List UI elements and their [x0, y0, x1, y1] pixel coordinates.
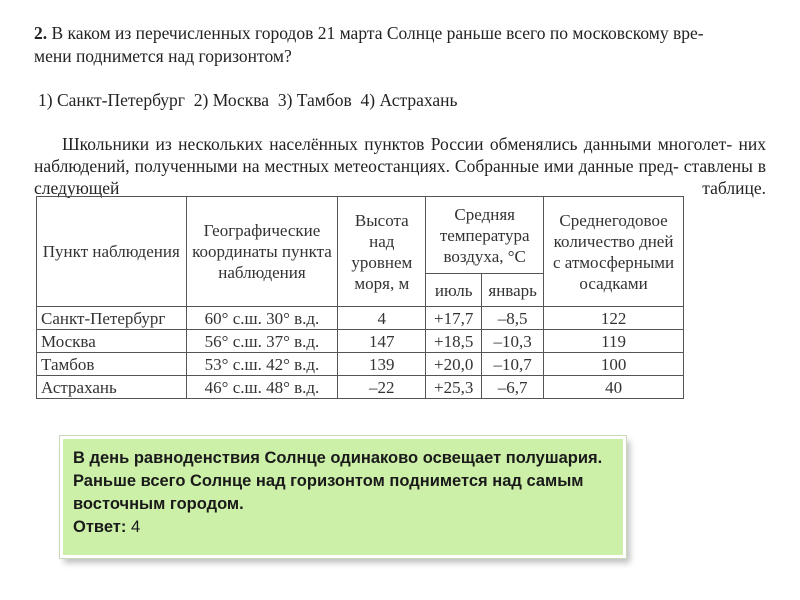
answer-value: 4 — [130, 518, 141, 536]
cell-city: Санкт-Петербург — [37, 307, 187, 330]
cell-jan: –10,7 — [482, 353, 544, 376]
cell-days: 122 — [544, 307, 684, 330]
cell-july: +18,5 — [426, 330, 482, 353]
cell-july: +20,0 — [426, 353, 482, 376]
answer-options: 1) Санкт-Петербург 2) Москва 3) Тамбов 4) Астрахань — [38, 90, 458, 110]
intro-line1: Школьники из нескольких населённых пунктов России обменялись данными многолет- — [62, 134, 733, 154]
table-row — [37, 376, 684, 399]
table-header-row — [37, 197, 684, 274]
answer-line1: В день равноденствия Солнце одинаково освещает полушария. — [73, 449, 603, 467]
cell-city: Тамбов — [37, 353, 187, 376]
cell-days: 40 — [544, 376, 684, 399]
cell-altitude: 139 — [338, 353, 426, 376]
header-temp-jan: январь — [482, 274, 544, 307]
cell-jan: –10,3 — [482, 330, 544, 353]
cell-july: +17,7 — [426, 307, 482, 330]
question-number: 2. — [34, 23, 48, 43]
cell-jan: –8,5 — [482, 307, 544, 330]
answer-label: Ответ: — [73, 518, 127, 536]
intro-line2: них наблюдений, полученными на местных метеостанциях. Собранные ими данные пред- — [34, 134, 766, 176]
intro-paragraph — [34, 133, 766, 199]
cell-coords: 60° с.ш. 30° в.д. — [186, 307, 338, 330]
header-precip: Среднегодовое количество дней с атмосферными осадками — [544, 197, 684, 307]
question-line2: мени поднимется над горизонтом? — [34, 46, 292, 66]
question-text — [34, 22, 770, 68]
cell-days: 119 — [544, 330, 684, 353]
table-row — [37, 353, 684, 376]
cell-city: Астрахань — [37, 376, 187, 399]
cell-jan: –6,7 — [482, 376, 544, 399]
observation-table — [36, 196, 684, 399]
header-altitude: Высота над уровнем моря, м — [338, 197, 426, 307]
cell-altitude: –22 — [338, 376, 426, 399]
answer-line2: Раньше всего Солнце над горизонтом поднимется над самым восточным городом. — [73, 472, 584, 513]
answer-callout — [60, 436, 626, 558]
cell-city: Москва — [37, 330, 187, 353]
header-temp: Средняя температура воздуха, °С — [426, 197, 544, 274]
cell-altitude: 4 — [338, 307, 426, 330]
table-row — [37, 307, 684, 330]
intro-line3: ставлены в следующей таблице. — [34, 156, 767, 198]
cell-coords: 53° с.ш. 42° в.д. — [186, 353, 338, 376]
cell-july: +25,3 — [426, 376, 482, 399]
table-row — [37, 330, 684, 353]
header-coords: Географические координаты пункта наблюдения — [186, 197, 338, 307]
cell-coords: 46° с.ш. 48° в.д. — [186, 376, 338, 399]
question-line1: В каком из перечисленных городов 21 марта Солнце раньше всего по московскому вре- — [51, 23, 704, 43]
cell-coords: 56° с.ш. 37° в.д. — [186, 330, 338, 353]
header-temp-july: июль — [426, 274, 482, 307]
answer-result — [73, 516, 613, 539]
header-point: Пункт наблюдения — [37, 197, 187, 307]
cell-altitude: 147 — [338, 330, 426, 353]
cell-days: 100 — [544, 353, 684, 376]
